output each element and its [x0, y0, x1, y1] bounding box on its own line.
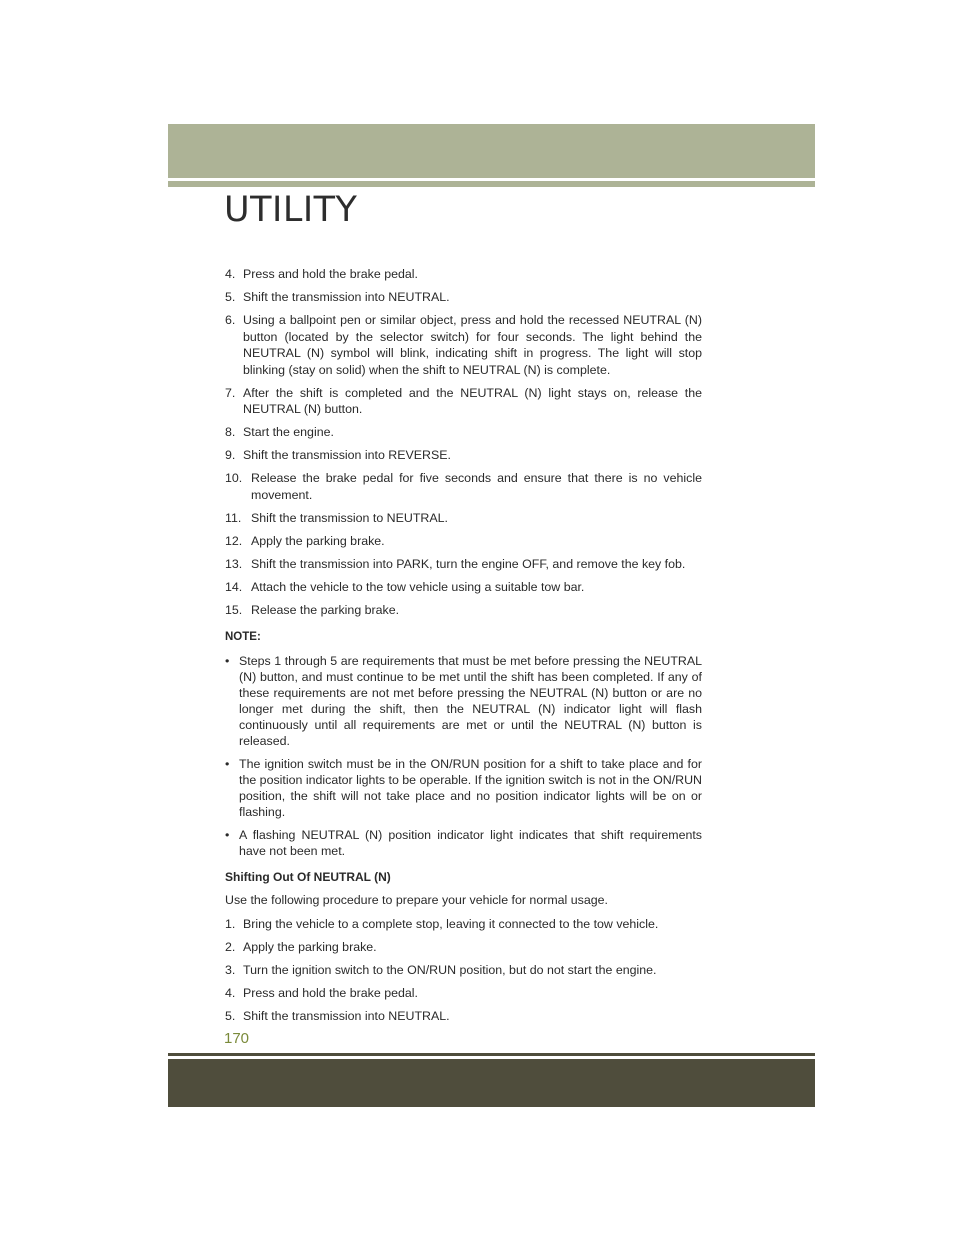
list-item	[225, 470, 702, 503]
step-text: Using a ballpoint pen or similar object, press and hold the recessed NEUTRAL (N) button (located by the selector switch) for four seconds. The light behind the NEUTRAL (N) symbol will blink, indicating shift in progress. The light will stop blinking (stay on solid) when the shift to NEUTRAL (N) is complete.	[243, 313, 702, 377]
list-item	[225, 916, 702, 933]
bullet-icon: •	[225, 756, 230, 771]
bullet-icon: •	[225, 653, 230, 668]
steps-list-b	[225, 470, 702, 618]
step-text: Shift the transmission into REVERSE.	[243, 448, 451, 462]
step-number: 4.	[225, 267, 236, 281]
step-text: Attach the vehicle to the tow vehicle using a suitable tow bar.	[251, 579, 585, 594]
list-item	[225, 266, 702, 283]
step-text: Release the brake pedal for five seconds and ensure that there is no vehicle movement.	[251, 471, 702, 502]
note-text: The ignition switch must be in the ON/RUN position for a shift to take place and for the position indicator lights to be operable. If the ignition switch is not in the ON/RUN position, the shift will not take place and no position indicator lights will be on or flashing.	[239, 756, 702, 819]
section-title: UTILITY	[224, 190, 358, 230]
step-text: After the shift is completed and the NEUTRAL (N) light stays on, release the NEUTRAL (N) button.	[243, 385, 702, 416]
note-text: Steps 1 through 5 are requirements that must be met before pressing the NEUTRAL (N) button, and must continue to be met until the shift has been completed. If any of these requirements are not met before pressing the NEUTRAL (N) button or are no longer met during the shift, then the NEUTRAL (N) indicator light will flash continuously until all requirements are met or until the NEUTRAL (N) button is released.	[239, 653, 702, 748]
step-number: 2.	[225, 939, 236, 954]
step-number: 14.	[225, 579, 243, 594]
list-item	[225, 962, 702, 979]
list-item	[225, 579, 702, 596]
step-text: Shift the transmission into NEUTRAL.	[243, 1008, 450, 1023]
subsection-heading: Shifting Out Of NEUTRAL (N)	[225, 869, 391, 884]
page-number: 170	[224, 1030, 250, 1047]
step-number: 6.	[225, 313, 236, 327]
step-text: Turn the ignition switch to the ON/RUN position, but do not start the engine.	[243, 962, 657, 977]
step-text: Press and hold the brake pedal.	[243, 267, 418, 281]
header-band	[168, 124, 815, 178]
step-text: Release the parking brake.	[251, 602, 400, 617]
step-text: Shift the transmission into PARK, turn the engine OFF, and remove the key fob.	[251, 556, 686, 571]
step-text: Shift the transmission into NEUTRAL.	[243, 290, 450, 304]
steps-list-c	[225, 916, 702, 1025]
note-heading: NOTE:	[225, 631, 261, 643]
step-number: 10.	[225, 471, 243, 485]
steps-list-a	[225, 266, 702, 464]
list-item	[225, 424, 702, 441]
list-item	[225, 602, 702, 619]
step-text: Apply the parking brake.	[243, 939, 377, 954]
list-item	[225, 510, 702, 527]
header-stripe	[168, 181, 815, 187]
step-text: Shift the transmission to NEUTRAL.	[251, 510, 448, 525]
list-item	[225, 312, 702, 378]
step-number: 5.	[225, 290, 236, 304]
page-content	[225, 266, 702, 1031]
step-number: 7.	[225, 385, 236, 400]
step-number: 9.	[225, 448, 236, 462]
step-number: 13.	[225, 556, 243, 571]
step-number: 4.	[225, 985, 236, 1000]
step-number: 1.	[225, 916, 236, 931]
bullet-icon: •	[225, 827, 230, 842]
step-number: 5.	[225, 1008, 236, 1023]
step-number: 12.	[225, 533, 243, 548]
list-item	[225, 939, 702, 956]
list-item	[225, 985, 702, 1002]
list-item	[225, 556, 702, 573]
step-number: 3.	[225, 962, 236, 977]
note-text: A flashing NEUTRAL (N) position indicator light indicates that shift requirements have not been met.	[239, 827, 702, 858]
step-text: Apply the parking brake.	[251, 533, 385, 548]
list-item	[225, 533, 702, 550]
intro-paragraph: Use the following procedure to prepare your vehicle for normal usage.	[225, 893, 608, 907]
list-item	[225, 385, 702, 418]
step-number: 15.	[225, 602, 243, 617]
list-item	[225, 289, 702, 306]
step-text: Start the engine.	[243, 425, 334, 439]
list-item	[225, 827, 702, 859]
list-item	[225, 756, 702, 820]
list-item	[225, 447, 702, 464]
note-list	[225, 653, 702, 859]
step-number: 11.	[225, 510, 242, 525]
step-text: Bring the vehicle to a complete stop, leaving it connected to the tow vehicle.	[243, 916, 659, 931]
list-item	[225, 1008, 702, 1025]
footer-line	[168, 1053, 815, 1056]
footer-band	[168, 1059, 815, 1107]
list-item	[225, 653, 702, 749]
step-number: 8.	[225, 425, 236, 439]
step-text: Press and hold the brake pedal.	[243, 985, 418, 1000]
